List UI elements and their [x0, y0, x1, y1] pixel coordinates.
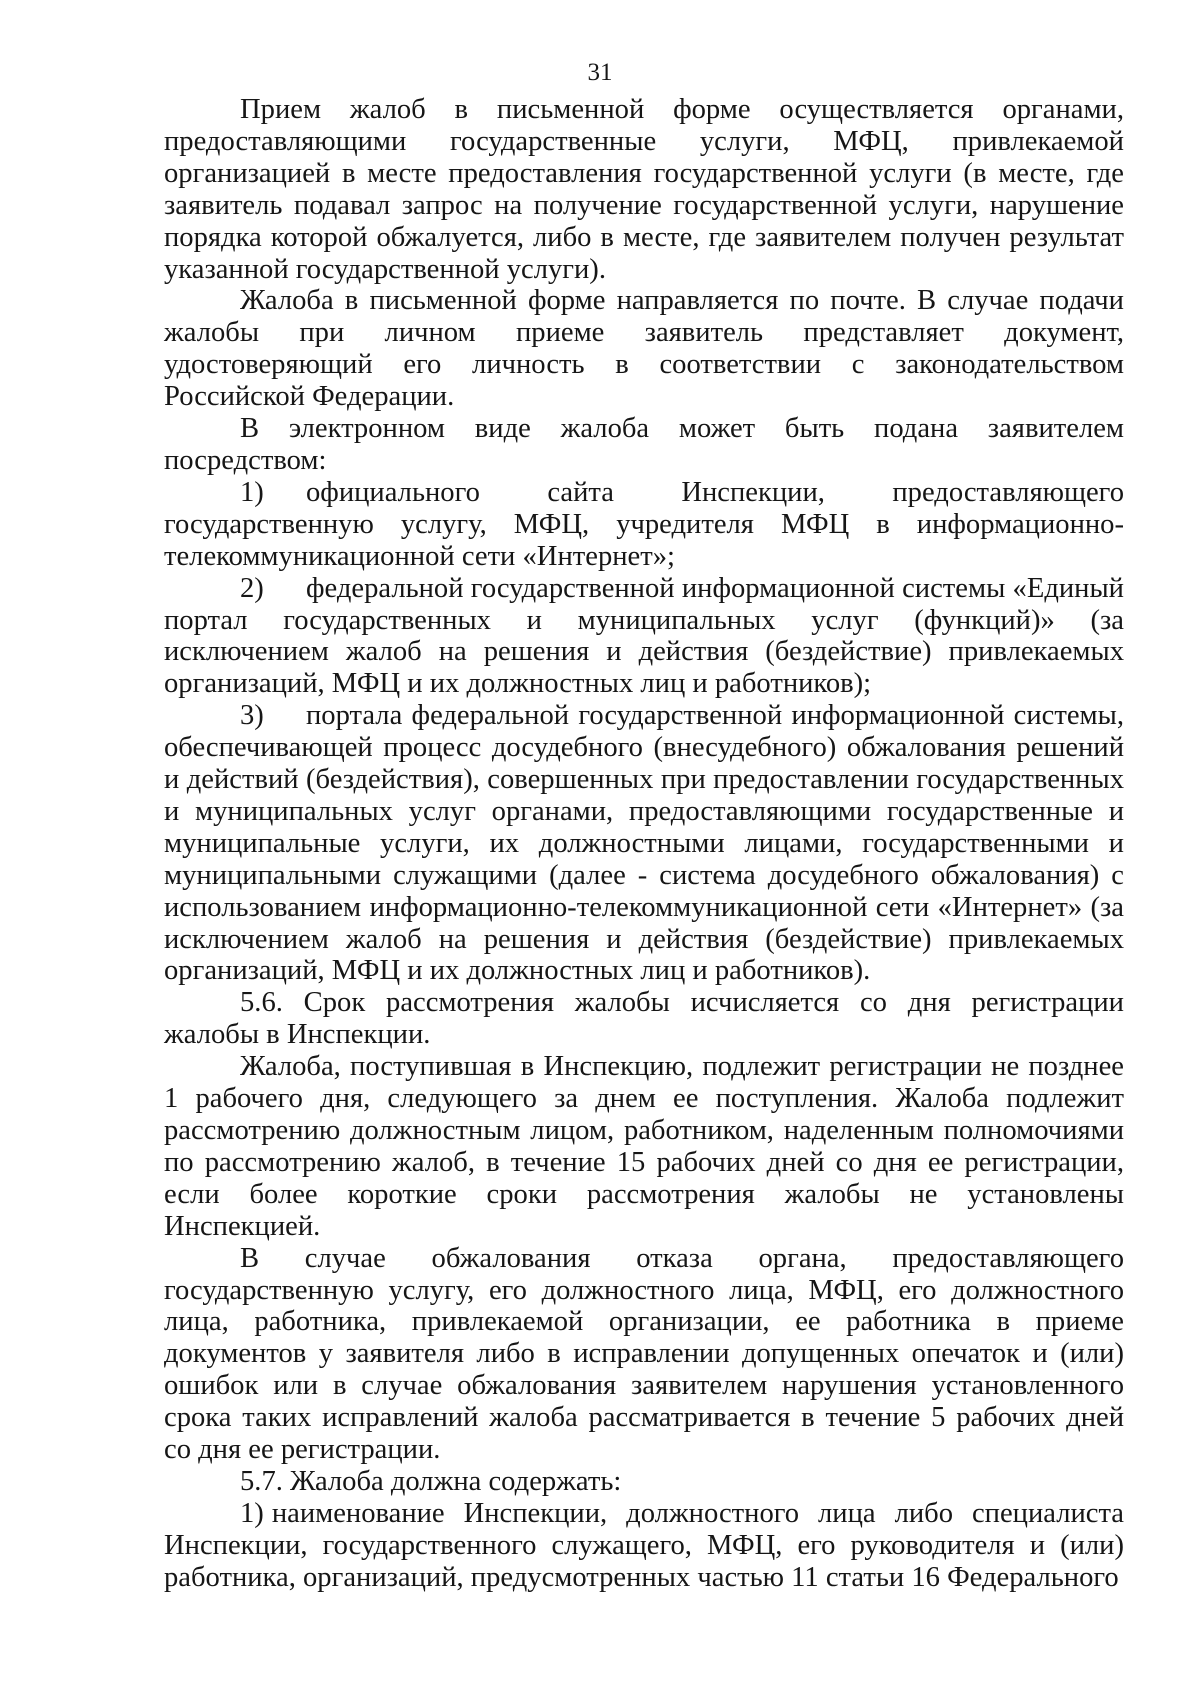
paragraph-registration-terms: Жалоба, поступившая в Инспекцию, подлежит регистрации не позднее 1 рабочего дня, следующего за днем ее поступления. Жалоба подлежит рассмотрению должностным лицом, работником, наделенным полномочиями по рассмотрению жалоб, в течение 15 рабочих дней со дня ее регистрации, если более короткие сроки рассмотрения жалобы не установлены Инспекцией.: [164, 1051, 1124, 1242]
list-item-number: 1): [240, 1497, 264, 1529]
list-item-inspection-name: [164, 1498, 1124, 1594]
paragraph-refusal-appeal-terms: В случае обжалования отказа органа, предоставляющего государственную услугу, его должностного лица, МФЦ, его должностного лица, работника, привлекаемой организации, ее работника в приеме документов у заявителя либо в исправлении допущенных опечаток и (или) ошибок или в случае обжалования заявителем нарушения установленного срока таких исправлений жалоба рассматривается в течение 5 рабочих дней со дня ее регистрации.: [164, 1242, 1124, 1466]
paragraph-section-5-6: 5.6. Срок рассмотрения жалобы исчисляется со дня регистрации жалобы в Инспекции.: [164, 987, 1124, 1051]
paragraph-complaint-reception: Прием жалоб в письменной форме осуществляется органами, предоставляющими государственные услуги, МФЦ, привлекаемой организацией в месте предоставления государственной услуги (в месте, где заявитель подавал запрос на получение государственной услуги, нарушение порядка которой обжалуется, либо в месте, где заявителем получен результат указанной государственной услуги).: [164, 94, 1124, 285]
list-item-text: наименование Инспекции, должностного лица либо специалиста Инспекции, государственного служащего, МФЦ, его руководителя и (или) работника, организаций, предусмотренных частью 11 статьи 16 Федерального: [164, 1497, 1124, 1593]
list-item-pretrial-appeal-portal: [164, 700, 1124, 987]
list-item-text: официального сайта Инспекции, предоставляющего государственную услугу, МФЦ, учредителя МФЦ в информационно-телекоммуникационной сети «Интернет»;: [164, 476, 1124, 572]
list-item-number: 3): [240, 700, 264, 732]
list-item-number: 1): [240, 476, 264, 508]
paragraph-electronic-submission: В электронном виде жалоба может быть подана заявителем посредством:: [164, 413, 1124, 476]
document-body: [164, 94, 1124, 1594]
paragraph-postal-submission: Жалоба в письменной форме направляется по почте. В случае подачи жалобы при личном приеме заявитель представляет документ, удостоверяющий его личность в соответствии с законодательством Российской Федерации.: [164, 285, 1124, 413]
paragraph-section-5-7: 5.7. Жалоба должна содержать:: [240, 1465, 622, 1497]
list-item-number: 2): [240, 572, 264, 604]
page-number: 31: [587, 59, 613, 86]
list-item-official-site: [164, 477, 1124, 573]
list-item-unified-portal: [164, 573, 1124, 701]
list-item-text: федеральной государственной информационной системы «Единый портал государственных и муниципальных услуг (функций)» (за исключением жалоб на решения и действия (бездействие) привлекаемых организаций, МФЦ и их должностных лиц и работников);: [164, 572, 1124, 700]
list-item-text: портала федеральной государственной информационной системы, обеспечивающей процесс досудебного (внесудебного) обжалования решений и действий (бездействия), совершенных при предоставлении государственных и муниципальных услуг органами, предоставляющими государственные и муниципальные услуги, их должностными лицами, государственными и муниципальными служащими (далее - система досудебного обжалования) с использованием информационно-телекоммуникационной сети «Интернет» (за исключением жалоб на решения и действия (бездействие) привлекаемых организаций, МФЦ и их должностных лиц и работников).: [164, 700, 1124, 987]
